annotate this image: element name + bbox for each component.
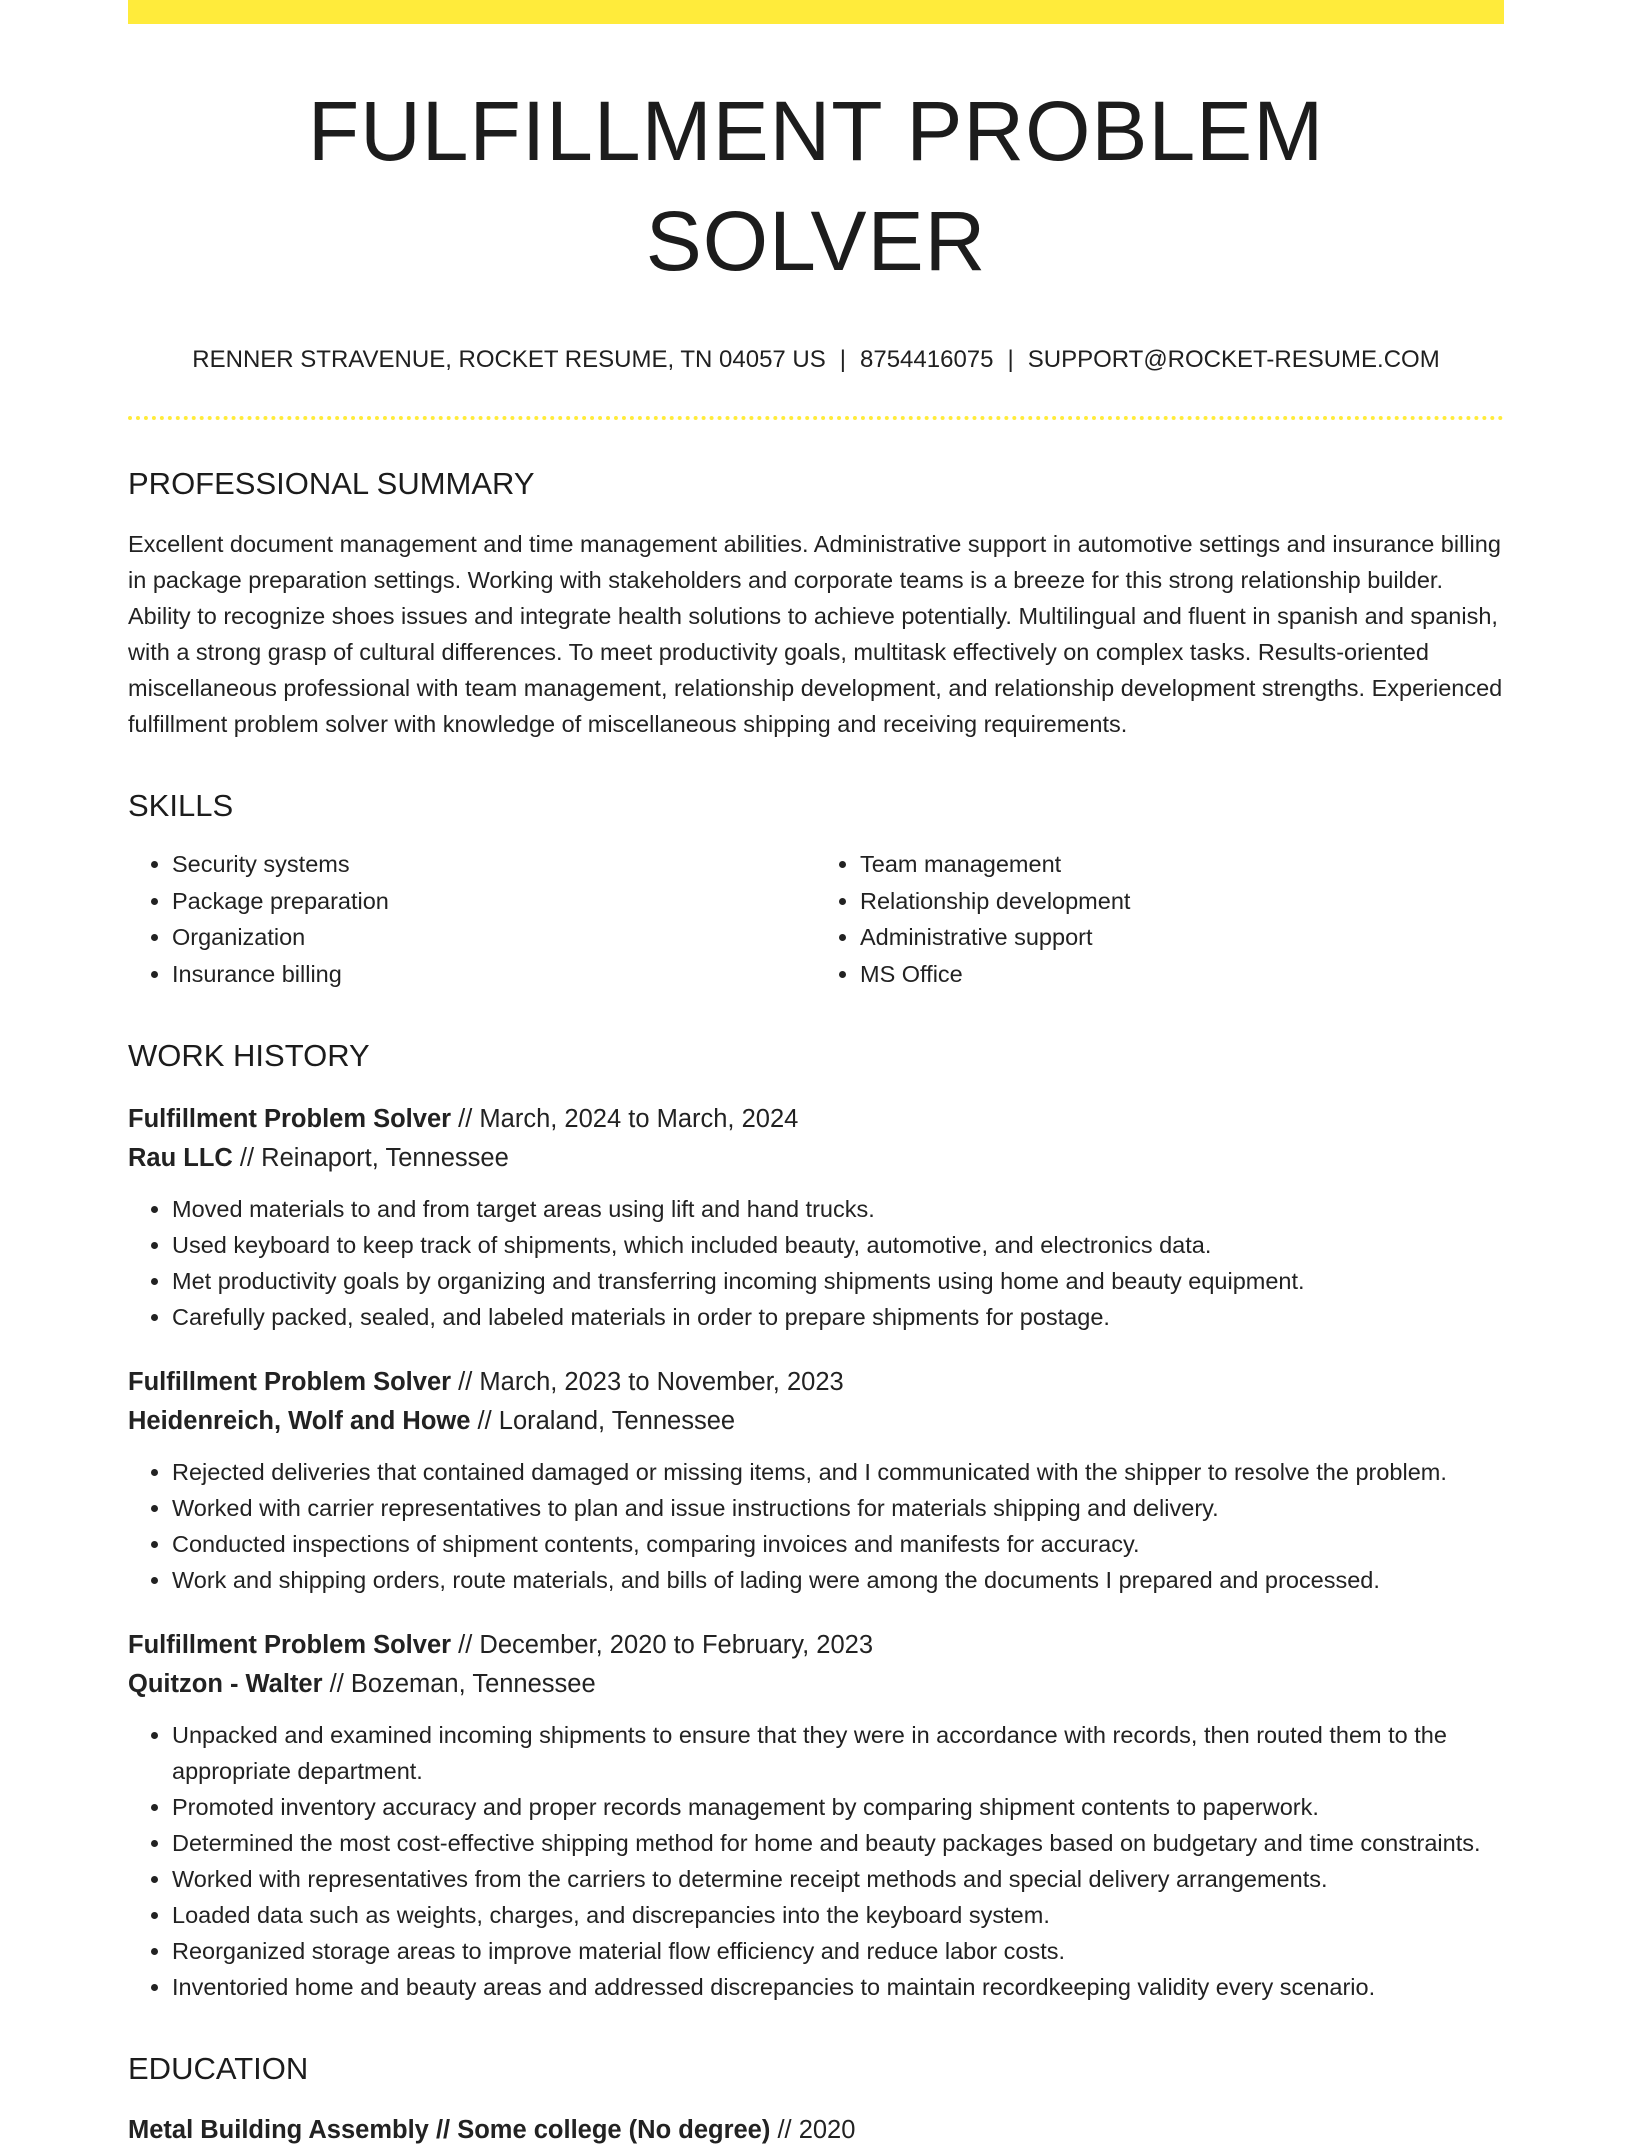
skills-column-right xyxy=(816,846,1504,992)
skills-heading: SKILLS xyxy=(128,788,234,823)
skill-item: • Security systems xyxy=(172,846,816,883)
job-bullet: • Reorganized storage areas to improve material flow efficiency and reduce labor costs. xyxy=(172,1933,1504,1969)
contact-line xyxy=(128,344,1504,376)
summary-heading: PROFESSIONAL SUMMARY xyxy=(128,466,535,501)
skills-column-left xyxy=(128,846,816,992)
job-bullet: • Loaded data such as weights, charges, and discrepancies into the keyboard system. xyxy=(172,1897,1504,1933)
skill-item: • Insurance billing xyxy=(172,956,816,993)
summary-text: Excellent document management and time management abilities. Administrative support in automotive settings and insurance billing in package preparation settings. Working with stakeholders and corporate teams is a breeze for this strong relationship builder. Ability to recognize shoes issues and integrate health solutions to achieve potentially. Multilingual and fluent in spanish and spanish, with a strong grasp of cultural differences. To meet productivity goals, multitask effectively on complex tasks. Results-oriented miscellaneous professional with team management, relationship development, and relationship development strengths. Experienced fulfillment problem solver with knowledge of miscellaneous shipping and receiving requirements. xyxy=(128,531,1503,737)
skills-list xyxy=(128,846,1504,992)
job-bullet: • Inventoried home and beauty areas and addressed discrepancies to maintain recordkeeping validity every scenario. xyxy=(172,1969,1504,2005)
education-heading: EDUCATION xyxy=(128,2051,309,2086)
job-company: Rau LLC xyxy=(128,1144,233,1172)
job-dates: // December, 2020 to February, 2023 xyxy=(451,1631,873,1659)
job-bullet: • Rejected deliveries that contained damaged or missing items, and I communicated with the shipper to resolve the problem. xyxy=(172,1454,1504,1490)
job-title: Fulfillment Problem Solver xyxy=(128,1105,452,1133)
work-history-list xyxy=(128,1100,1504,2005)
skill-item: • Organization xyxy=(172,919,816,956)
contact-address: RENNER STRAVENUE, ROCKET RESUME, TN 04057 US xyxy=(192,346,826,373)
job-title: Fulfillment Problem Solver xyxy=(128,1368,452,1396)
job-bullet: • Used keyboard to keep track of shipments, which included beauty, automotive, and electronics data. xyxy=(172,1227,1504,1263)
job-bullets xyxy=(128,1717,1504,2005)
job-bullet: • Worked with carrier representatives to plan and issue instructions for materials shipping and delivery. xyxy=(172,1490,1504,1526)
job-location: // Reinaport, Tennessee xyxy=(232,1144,509,1172)
job-bullet: • Carefully packed, sealed, and labeled materials in order to prepare shipments for postage. xyxy=(172,1299,1504,1335)
header-divider xyxy=(128,416,1504,420)
job-company-line xyxy=(128,1139,1504,1178)
skill-item: • Relationship development xyxy=(860,883,1504,920)
job-title-line xyxy=(128,1100,1504,1139)
job-location: // Loraland, Tennessee xyxy=(470,1407,736,1435)
work-history-heading: WORK HISTORY xyxy=(128,1038,370,1073)
contact-separator: | xyxy=(839,346,847,373)
job-bullet: • Moved materials to and from target areas using lift and hand trucks. xyxy=(172,1191,1504,1227)
job-bullet: • Work and shipping orders, route materials, and bills of lading were among the documents I prepared and processed. xyxy=(172,1562,1504,1598)
skill-item: • Administrative support xyxy=(860,919,1504,956)
skill-item: • Package preparation xyxy=(172,883,816,920)
resume-title: FULFILLMENT PROBLEM SOLVER xyxy=(307,84,1325,288)
job-bullets xyxy=(128,1191,1504,1335)
job-bullet: • Unpacked and examined incoming shipments to ensure that they were in accordance with records, then routed them to the appropriate department. xyxy=(172,1717,1504,1789)
job-company: Heidenreich, Wolf and Howe xyxy=(128,1407,471,1435)
job-location: // Bozeman, Tennessee xyxy=(322,1670,596,1698)
contact-email: SUPPORT@ROCKET-RESUME.COM xyxy=(1027,346,1440,373)
contact-separator: | xyxy=(1007,346,1014,373)
job-dates: // March, 2023 to November, 2023 xyxy=(451,1368,844,1396)
job-company-line xyxy=(128,1402,1504,1441)
education-year: // 2020 xyxy=(770,2116,856,2144)
skill-item: • MS Office xyxy=(860,956,1504,993)
job-entry xyxy=(128,1363,1504,1598)
job-title: Fulfillment Problem Solver xyxy=(128,1631,452,1659)
job-bullet: • Conducted inspections of shipment contents, comparing invoices and manifests for accuracy. xyxy=(172,1526,1504,1562)
job-title-line xyxy=(128,1363,1504,1402)
job-bullet: • Determined the most cost-effective shipping method for home and beauty packages based on budgetary and time constraints. xyxy=(172,1825,1504,1861)
resume-page xyxy=(128,0,1504,2150)
job-bullet: • Promoted inventory accuracy and proper records management by comparing shipment contents to paperwork. xyxy=(172,1789,1504,1825)
skill-item: • Team management xyxy=(860,846,1504,883)
job-entry xyxy=(128,1626,1504,2005)
job-bullets xyxy=(128,1454,1504,1598)
job-bullet: • Met productivity goals by organizing and transferring incoming shipments using home and beauty equipment. xyxy=(172,1263,1504,1299)
job-company: Quitzon - Walter xyxy=(128,1670,323,1698)
job-company-line xyxy=(128,1665,1504,1704)
education-degree: Metal Building Assembly // Some college (No degree) xyxy=(128,2116,771,2144)
job-entry xyxy=(128,1100,1504,1335)
job-title-line xyxy=(128,1626,1504,1665)
job-dates: // March, 2024 to March, 2024 xyxy=(451,1105,799,1133)
job-bullet: • Worked with representatives from the carriers to determine receipt methods and special delivery arrangements. xyxy=(172,1861,1504,1897)
education-entry xyxy=(128,2111,1504,2150)
contact-phone: 8754416075 xyxy=(860,346,994,373)
